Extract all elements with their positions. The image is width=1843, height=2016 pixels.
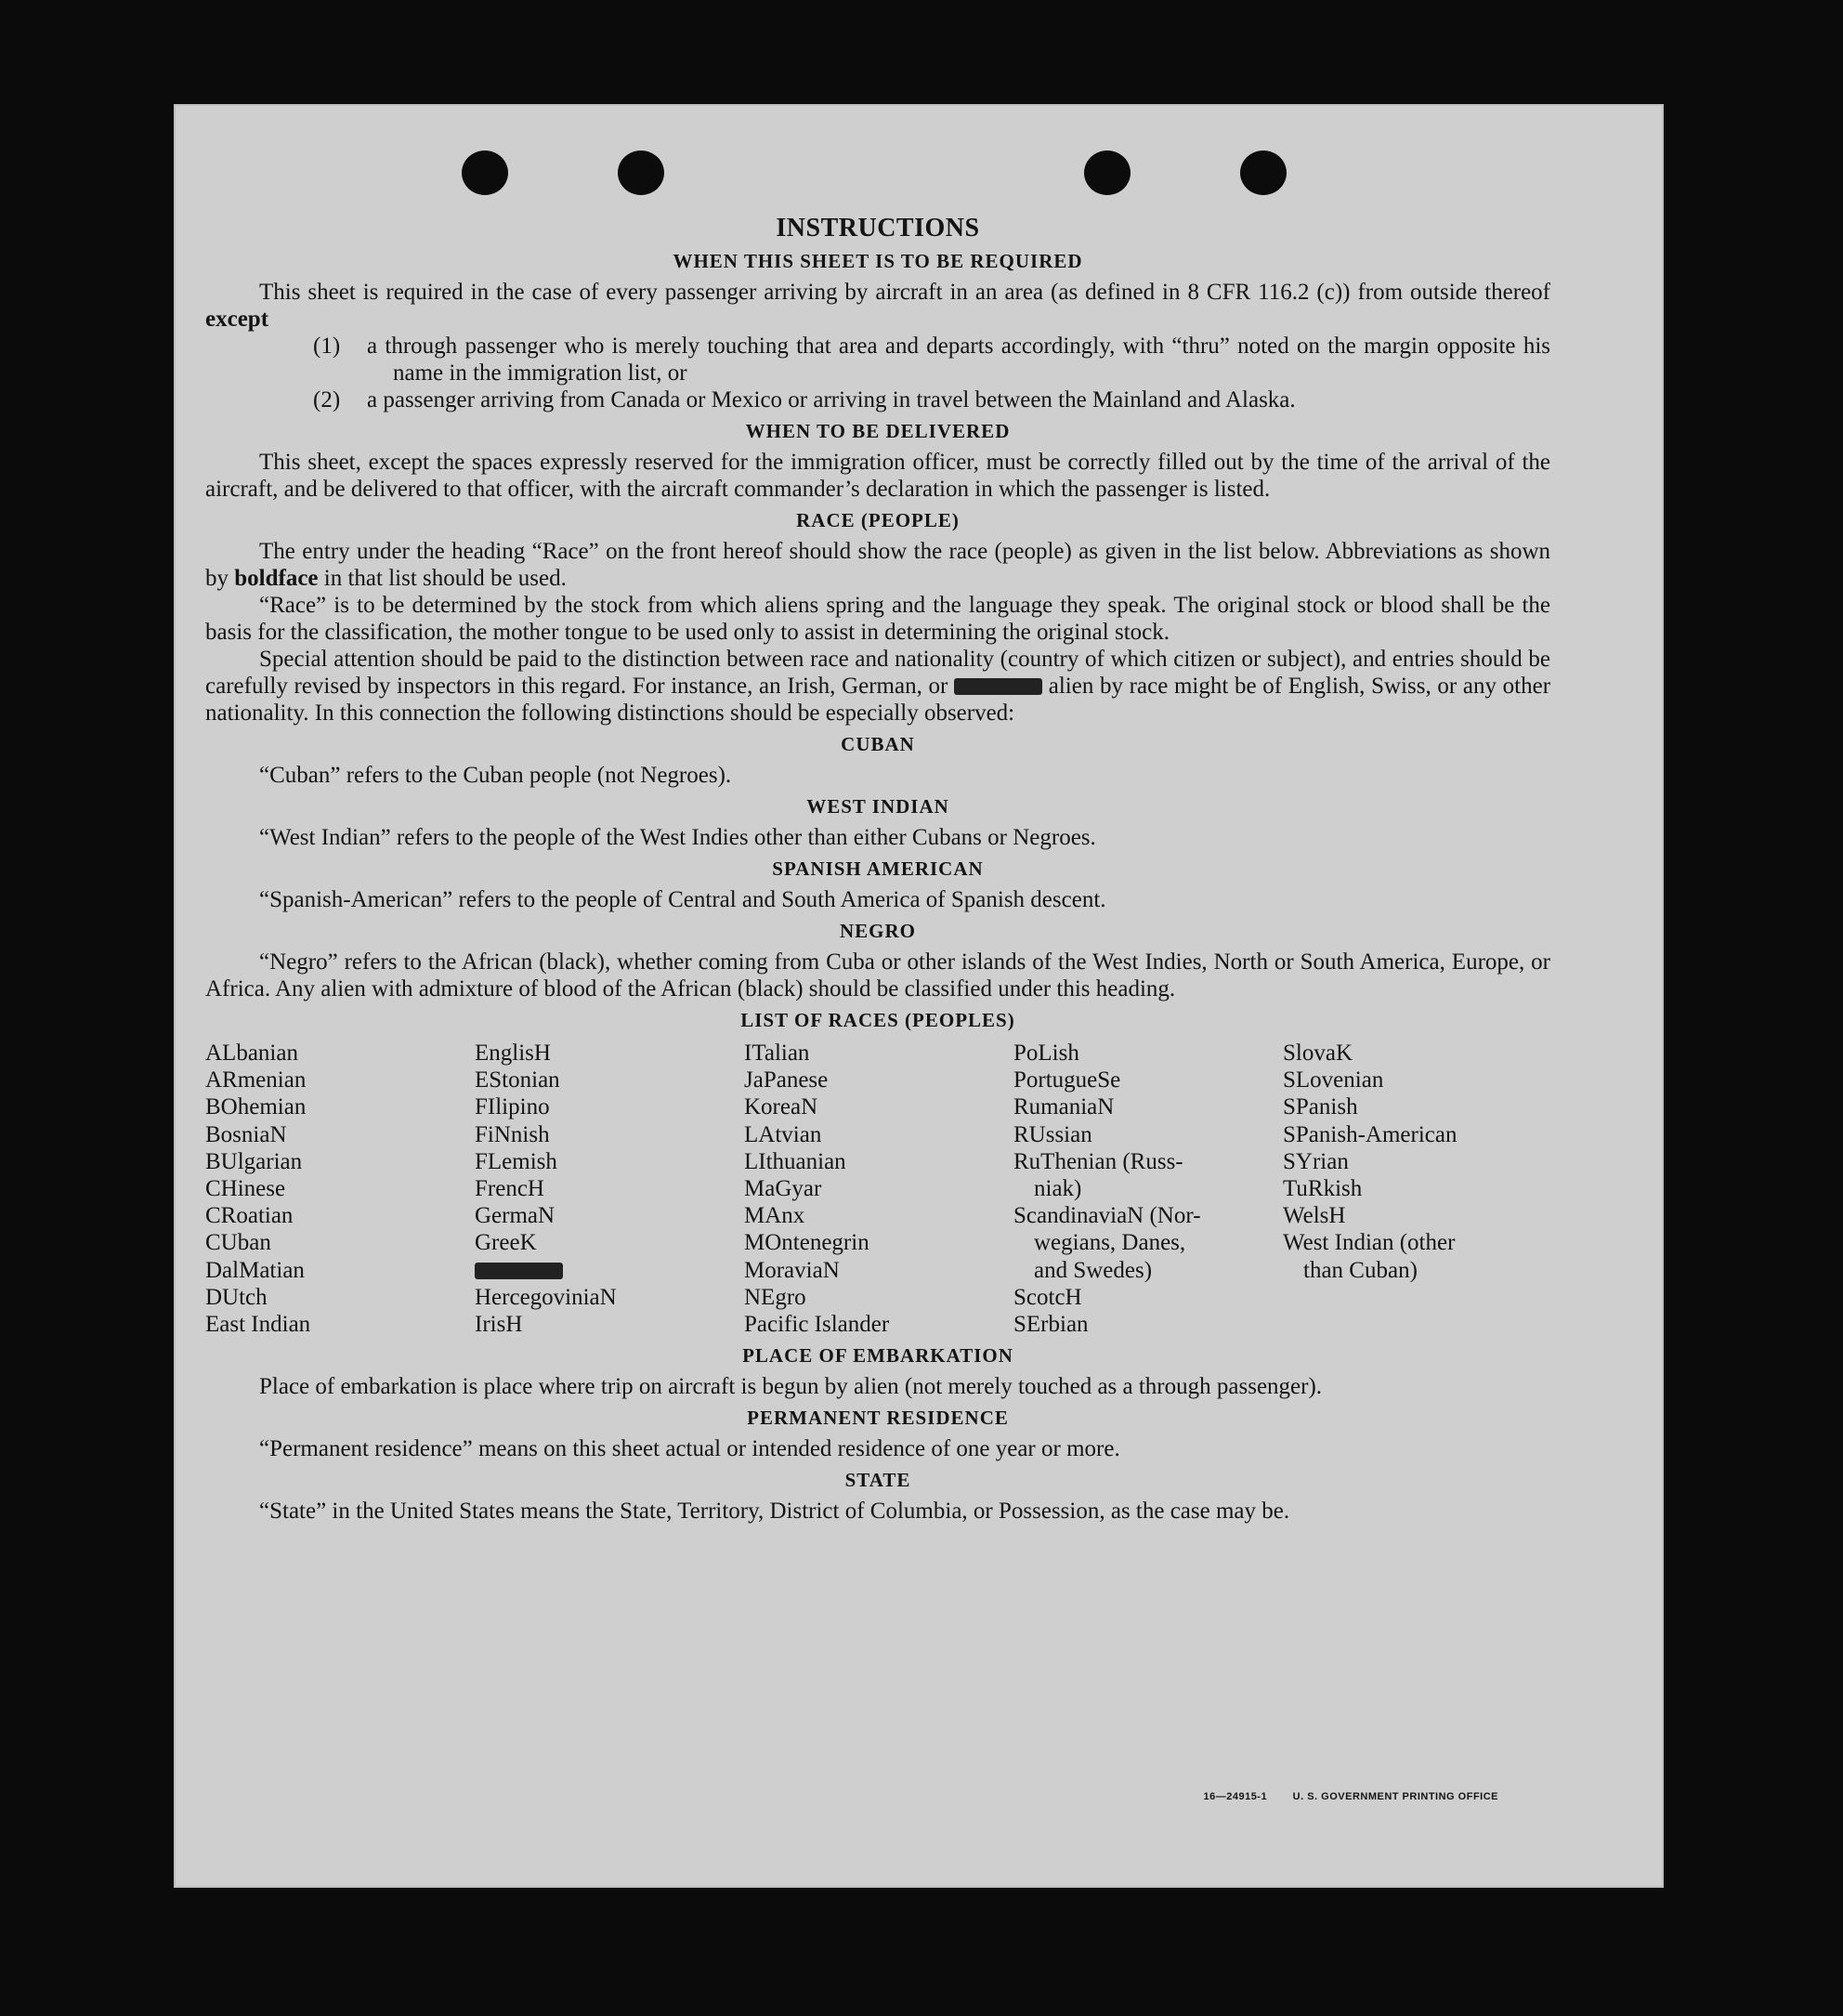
race-entry: CUban bbox=[205, 1230, 271, 1256]
race-entry: LIthuanian bbox=[744, 1148, 846, 1174]
race-entry: FiNnish bbox=[475, 1121, 550, 1147]
races-list bbox=[205, 1040, 1550, 1338]
race-entry: KoreaN bbox=[744, 1094, 818, 1120]
heading-when-delivered: WHEN TO BE DELIVERED bbox=[745, 420, 1011, 442]
paragraph-state: “State” in the United States means the State, Territory, District of Columbia, or Possession, as the case may be. bbox=[259, 1499, 1290, 1525]
heading-cuban: CUBAN bbox=[841, 733, 915, 755]
race-entry: JaPanese bbox=[744, 1067, 829, 1093]
race-entry: GreeK bbox=[475, 1230, 537, 1256]
race-entry-continued: and Swedes) bbox=[1034, 1257, 1153, 1283]
race-entry: SYrian bbox=[1283, 1148, 1349, 1174]
race-entry: PortugueSe bbox=[1013, 1067, 1121, 1093]
races-column-3 bbox=[744, 1040, 1013, 1338]
document-page bbox=[174, 104, 1664, 1888]
print-imprint bbox=[1181, 1791, 1498, 1802]
race-entry: CHinese bbox=[205, 1176, 286, 1202]
race-entry: SlovaK bbox=[1283, 1041, 1353, 1066]
heading-list-of-races: LIST OF RACES (PEOPLES) bbox=[740, 1009, 1015, 1031]
list-item: (1) a through passenger who is merely touching that area and departs accordingly, with “thru” noted on the margin opposite his name in the immigration list, or bbox=[313, 334, 1550, 386]
race-entry: PoLish bbox=[1013, 1041, 1079, 1066]
page-title: INSTRUCTIONS bbox=[776, 214, 980, 242]
race-entry: EStonian bbox=[475, 1067, 560, 1093]
instructions-content bbox=[205, 214, 1550, 1525]
heading-negro: NEGRO bbox=[839, 920, 916, 942]
race-entry-continued: than Cuban) bbox=[1303, 1257, 1418, 1283]
punch-hole bbox=[1240, 151, 1287, 195]
heading-when-required: WHEN THIS SHEET IS TO BE REQUIRED bbox=[673, 250, 1083, 272]
paragraph-cuban: “Cuban” refers to the Cuban people (not Negroes). bbox=[259, 763, 732, 788]
redaction-mark bbox=[954, 678, 1042, 695]
punch-hole bbox=[1084, 151, 1131, 195]
race-entry: RUssian bbox=[1013, 1121, 1092, 1147]
heading-state: STATE bbox=[844, 1469, 911, 1492]
punch-hole bbox=[618, 151, 664, 195]
race-entry: BOhemian bbox=[205, 1094, 307, 1120]
race-entry: EnglisH bbox=[475, 1041, 551, 1066]
race-entry: Pacific Islander bbox=[744, 1312, 890, 1338]
race-entry: SErbian bbox=[1013, 1312, 1089, 1338]
form-number: 16—24915-1 bbox=[1203, 1791, 1268, 1802]
race-entry: FIlipino bbox=[475, 1094, 550, 1120]
heading-west-indian: WEST INDIAN bbox=[806, 795, 949, 818]
race-entry: DUtch bbox=[205, 1284, 268, 1310]
race-entry: SPanish-American bbox=[1283, 1121, 1457, 1147]
list-item: (2) a passenger arriving from Canada or Mexico or arriving in travel between the Mainland and Alaska. bbox=[313, 387, 1296, 412]
races-column-4 bbox=[1013, 1040, 1283, 1338]
race-entry: SPanish bbox=[1283, 1094, 1358, 1120]
race-entry: ScandinaviaN (Nor- bbox=[1013, 1203, 1201, 1229]
races-column-5 bbox=[1283, 1040, 1550, 1338]
race-entry: ALbanian bbox=[205, 1041, 298, 1066]
race-entry: NEgro bbox=[744, 1284, 806, 1310]
paragraph-race-3: Special attention should be paid to the distinction between race and nationality (country of which citizen or subject), and entries should be carefully revised by inspectors in this regard. For instance, an Irish, German, or alien by race might be of English, Swiss, or any other nationality. In this connection the following distinctions should be especially observed: bbox=[205, 647, 1551, 726]
heading-embarkation: PLACE OF EMBARKATION bbox=[742, 1344, 1013, 1368]
punch-hole bbox=[462, 151, 508, 195]
race-entry: ScotcH bbox=[1013, 1284, 1082, 1310]
race-entry: SLovenian bbox=[1283, 1067, 1384, 1093]
race-entry: CRoatian bbox=[205, 1203, 294, 1229]
paragraph-when-required: This sheet is required in the case of every passenger arriving by aircraft in an area (as defined in 8 CFR 116.2 (c)) from outside thereof except bbox=[205, 280, 1550, 332]
heading-race: RACE (PEOPLE) bbox=[796, 509, 960, 531]
redaction-mark bbox=[475, 1263, 563, 1279]
races-column-2 bbox=[475, 1040, 744, 1338]
paragraph-race-2: “Race” is to be determined by the stock from which aliens spring and the language they speak. The original stock or blood shall be the basis for the classification, the mother tongue to be used only to assist in determining the original stock. bbox=[205, 593, 1550, 645]
race-entry: RumaniaN bbox=[1013, 1094, 1115, 1120]
race-entry-redacted bbox=[475, 1257, 744, 1284]
paragraph-embarkation: Place of embarkation is place where trip on aircraft is begun by alien (not merely touched as a through passenger). bbox=[259, 1374, 1323, 1400]
paragraph-when-delivered: This sheet, except the spaces expressly reserved for the immigration officer, must be correctly filled out by the time of the arrival of the aircraft, and be delivered to that officer, with the aircraft commander’s declaration in which the passenger is listed. bbox=[205, 450, 1550, 502]
race-entry: East Indian bbox=[205, 1312, 311, 1338]
race-entry: GermaN bbox=[475, 1203, 556, 1229]
race-entry: DalMatian bbox=[205, 1257, 305, 1283]
race-entry-continued: wegians, Danes, bbox=[1034, 1230, 1186, 1256]
paragraph-west-indian: “West Indian” refers to the people of the West Indies other than either Cubans or Negroes. bbox=[259, 825, 1096, 850]
race-entry: IrisH bbox=[475, 1312, 523, 1338]
race-entry: MOntenegrin bbox=[744, 1230, 869, 1256]
race-entry: BUlgarian bbox=[205, 1148, 303, 1174]
paragraph-negro: “Negro” refers to the African (black), whether coming from Cuba or other islands of the West Indies, North or South America, Europe, or Africa. Any alien with admixture of blood of the African (black) should be classified under this heading. bbox=[205, 949, 1550, 1001]
race-entry: BosniaN bbox=[205, 1121, 287, 1147]
race-entry: LAtvian bbox=[744, 1121, 822, 1147]
race-entry: RuThenian (Russ- bbox=[1013, 1148, 1183, 1174]
paragraph-spanish-american: “Spanish-American” refers to the people of Central and South America of Spanish descent. bbox=[259, 887, 1106, 912]
printer-imprint: U. S. GOVERNMENT PRINTING OFFICE bbox=[1292, 1791, 1498, 1802]
races-column-1 bbox=[205, 1040, 475, 1338]
race-entry: WelsH bbox=[1283, 1203, 1346, 1229]
paragraph-permanent-residence: “Permanent residence” means on this sheet actual or intended residence of one year or more. bbox=[259, 1436, 1120, 1462]
race-entry: MaGyar bbox=[744, 1176, 822, 1202]
race-entry: ITalian bbox=[744, 1041, 810, 1066]
race-entry: TuRkish bbox=[1283, 1176, 1363, 1202]
race-entry: MAnx bbox=[744, 1203, 805, 1229]
race-entry: FLemish bbox=[475, 1148, 557, 1174]
heading-spanish-american: SPANISH AMERICAN bbox=[772, 857, 984, 880]
paragraph-race-1: The entry under the heading “Race” on the front hereof should show the race (people) as given in the list below. Abbreviations as shown by boldface in that list should be used. bbox=[205, 539, 1550, 591]
race-entry: HercegoviniaN bbox=[475, 1284, 617, 1310]
race-entry-continued: niak) bbox=[1034, 1176, 1082, 1202]
race-entry: FrencH bbox=[475, 1176, 544, 1202]
race-entry: West Indian (other bbox=[1283, 1230, 1456, 1256]
heading-permanent-residence: PERMANENT RESIDENCE bbox=[747, 1407, 1009, 1430]
race-entry: MoraviaN bbox=[744, 1257, 840, 1283]
race-entry: ARmenian bbox=[205, 1067, 307, 1093]
